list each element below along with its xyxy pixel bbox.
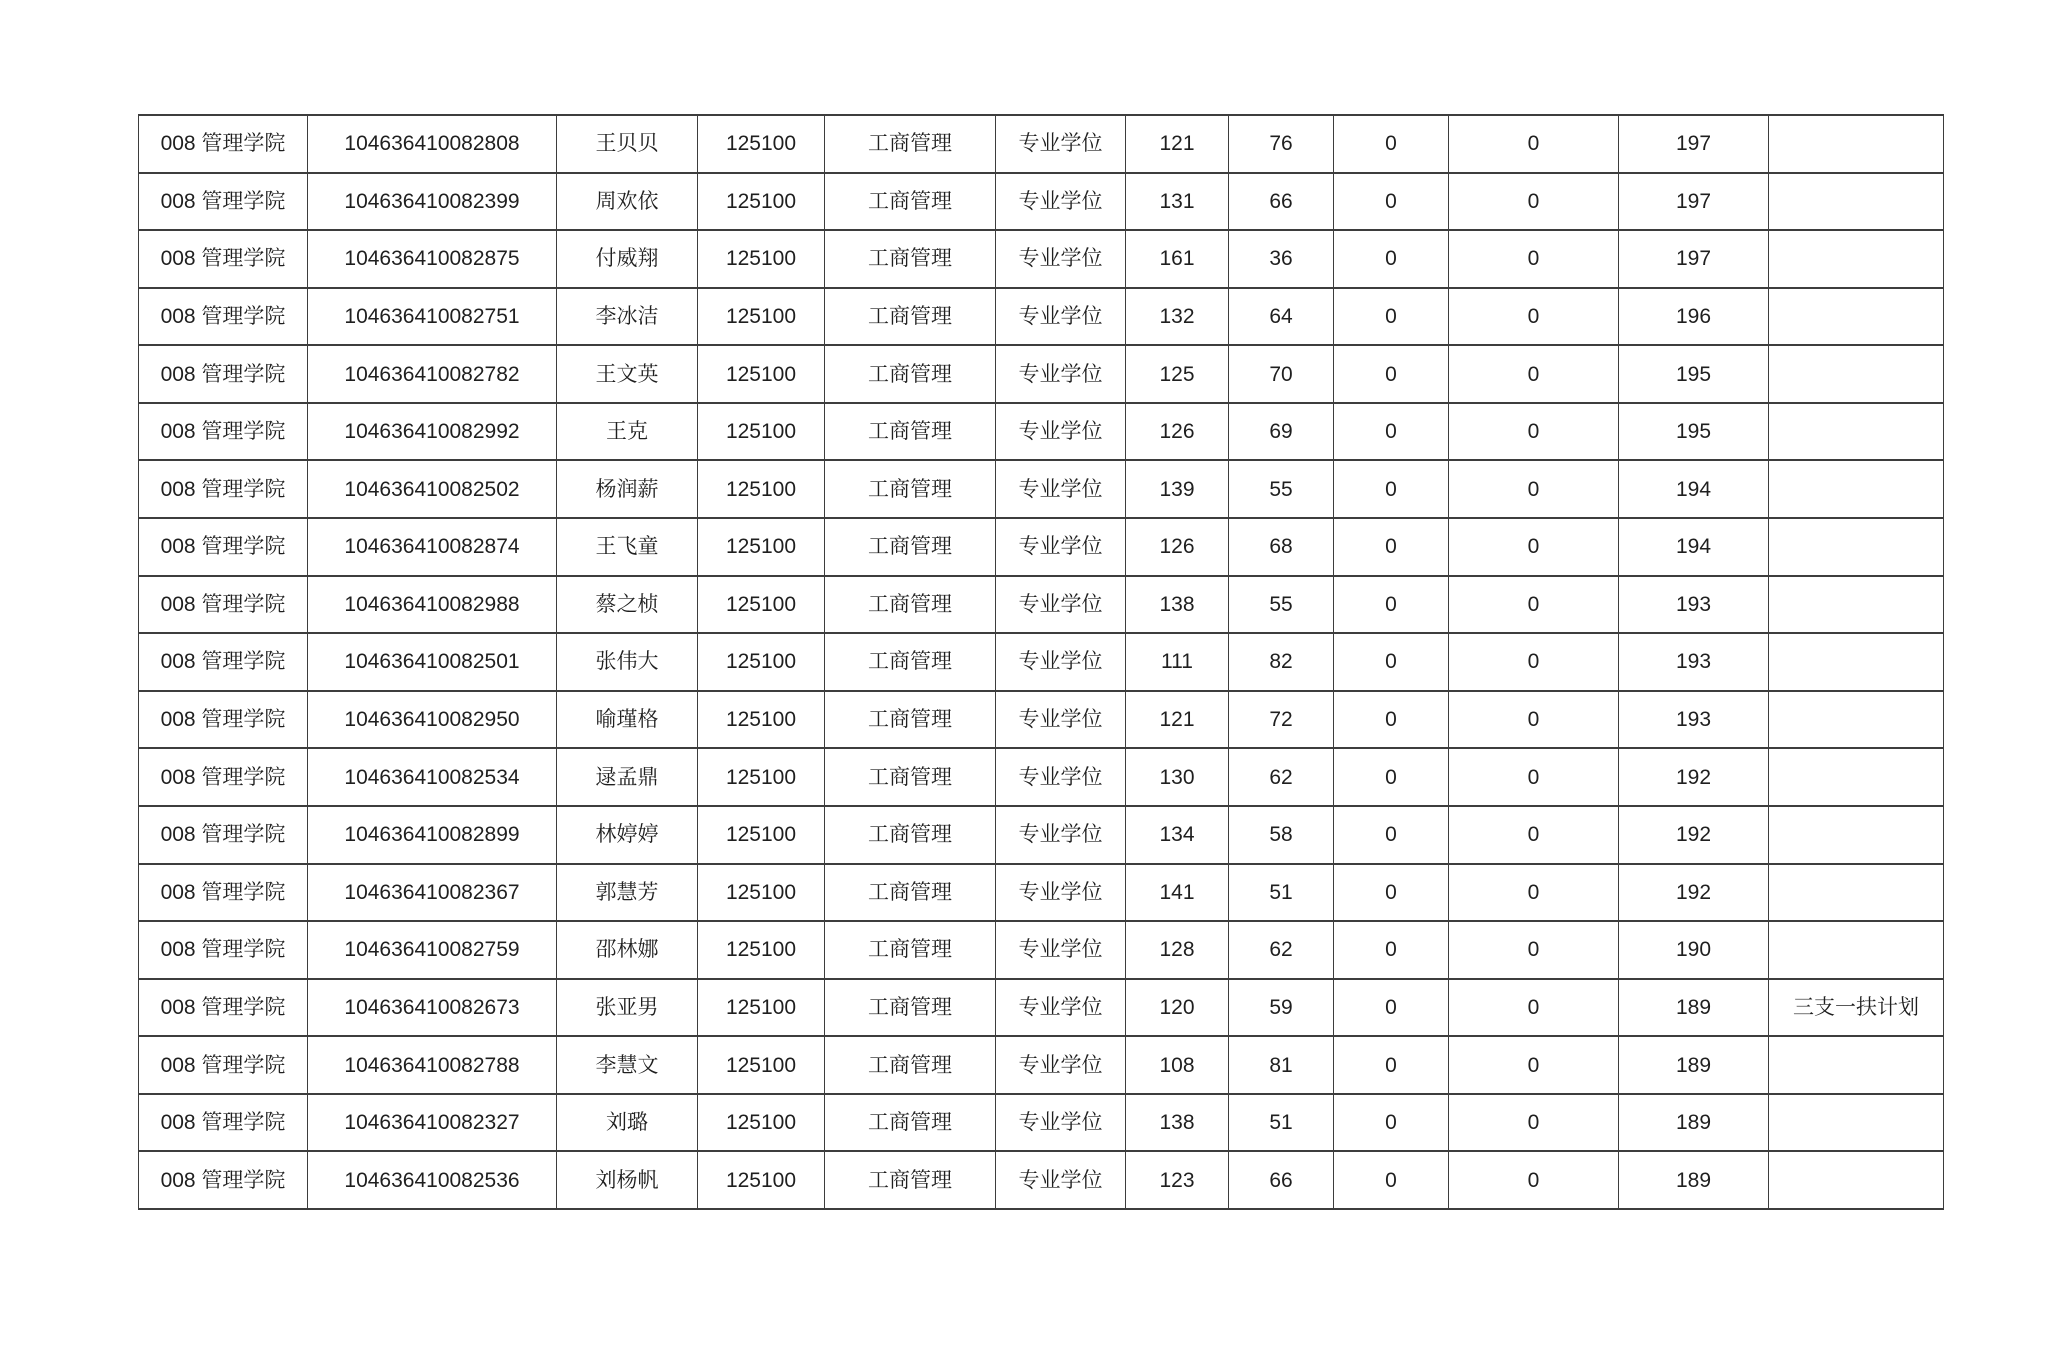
cell-score-4: 0 xyxy=(1449,691,1619,749)
cell-score-4: 0 xyxy=(1449,173,1619,231)
cell-total-score: 190 xyxy=(1619,921,1769,979)
cell-total-score: 195 xyxy=(1619,345,1769,403)
cell-score-1: 126 xyxy=(1126,403,1229,461)
cell-major-code: 125100 xyxy=(698,921,825,979)
cell-major-code: 125100 xyxy=(698,230,825,288)
cell-score-1: 141 xyxy=(1126,864,1229,922)
cell-major-code: 125100 xyxy=(698,1151,825,1209)
cell-department: 008 管理学院 xyxy=(139,864,308,922)
cell-department: 008 管理学院 xyxy=(139,345,308,403)
cell-score-2: 66 xyxy=(1229,173,1334,231)
cell-total-score: 189 xyxy=(1619,1094,1769,1152)
cell-score-3: 0 xyxy=(1334,403,1449,461)
cell-major-name: 工商管理 xyxy=(825,1151,996,1209)
cell-score-2: 55 xyxy=(1229,576,1334,634)
cell-score-1: 121 xyxy=(1126,115,1229,173)
cell-name: 邵林娜 xyxy=(557,921,698,979)
cell-score-2: 69 xyxy=(1229,403,1334,461)
cell-department: 008 管理学院 xyxy=(139,691,308,749)
cell-score-1: 161 xyxy=(1126,230,1229,288)
cell-degree-type: 专业学位 xyxy=(996,288,1126,346)
cell-score-2: 58 xyxy=(1229,806,1334,864)
table-row xyxy=(139,576,1944,634)
cell-name: 李慧文 xyxy=(557,1036,698,1094)
cell-department: 008 管理学院 xyxy=(139,230,308,288)
cell-total-score: 189 xyxy=(1619,1151,1769,1209)
cell-remark xyxy=(1769,1036,1944,1094)
cell-score-1: 134 xyxy=(1126,806,1229,864)
cell-degree-type: 专业学位 xyxy=(996,460,1126,518)
cell-major-name: 工商管理 xyxy=(825,979,996,1037)
cell-name: 付威翔 xyxy=(557,230,698,288)
cell-score-1: 120 xyxy=(1126,979,1229,1037)
cell-score-3: 0 xyxy=(1334,460,1449,518)
table-row xyxy=(139,691,1944,749)
cell-name: 张亚男 xyxy=(557,979,698,1037)
cell-candidate-id: 104636410082327 xyxy=(308,1094,557,1152)
cell-candidate-id: 104636410082759 xyxy=(308,921,557,979)
cell-total-score: 189 xyxy=(1619,1036,1769,1094)
cell-major-name: 工商管理 xyxy=(825,806,996,864)
cell-major-code: 125100 xyxy=(698,1036,825,1094)
cell-remark xyxy=(1769,345,1944,403)
cell-degree-type: 专业学位 xyxy=(996,748,1126,806)
table-row xyxy=(139,230,1944,288)
table-row xyxy=(139,518,1944,576)
cell-candidate-id: 104636410082751 xyxy=(308,288,557,346)
cell-score-3: 0 xyxy=(1334,864,1449,922)
cell-department: 008 管理学院 xyxy=(139,1151,308,1209)
cell-remark xyxy=(1769,691,1944,749)
cell-major-name: 工商管理 xyxy=(825,518,996,576)
cell-major-code: 125100 xyxy=(698,576,825,634)
cell-major-code: 125100 xyxy=(698,748,825,806)
cell-score-4: 0 xyxy=(1449,864,1619,922)
cell-candidate-id: 104636410082875 xyxy=(308,230,557,288)
cell-remark xyxy=(1769,115,1944,173)
cell-score-3: 0 xyxy=(1334,921,1449,979)
cell-remark xyxy=(1769,173,1944,231)
cell-remark xyxy=(1769,576,1944,634)
table-row xyxy=(139,1151,1944,1209)
cell-total-score: 197 xyxy=(1619,115,1769,173)
cell-name: 王飞童 xyxy=(557,518,698,576)
cell-total-score: 192 xyxy=(1619,864,1769,922)
cell-major-name: 工商管理 xyxy=(825,633,996,691)
cell-degree-type: 专业学位 xyxy=(996,921,1126,979)
cell-total-score: 189 xyxy=(1619,979,1769,1037)
cell-total-score: 194 xyxy=(1619,518,1769,576)
cell-name: 张伟大 xyxy=(557,633,698,691)
cell-department: 008 管理学院 xyxy=(139,806,308,864)
cell-score-4: 0 xyxy=(1449,230,1619,288)
cell-department: 008 管理学院 xyxy=(139,288,308,346)
cell-department: 008 管理学院 xyxy=(139,748,308,806)
score-table xyxy=(138,114,1944,1210)
cell-score-2: 59 xyxy=(1229,979,1334,1037)
cell-score-2: 64 xyxy=(1229,288,1334,346)
cell-candidate-id: 104636410082950 xyxy=(308,691,557,749)
cell-remark xyxy=(1769,864,1944,922)
cell-candidate-id: 104636410082534 xyxy=(308,748,557,806)
cell-remark xyxy=(1769,403,1944,461)
cell-major-code: 125100 xyxy=(698,806,825,864)
cell-total-score: 195 xyxy=(1619,403,1769,461)
cell-department: 008 管理学院 xyxy=(139,979,308,1037)
cell-remark xyxy=(1769,518,1944,576)
cell-score-3: 0 xyxy=(1334,345,1449,403)
table-row xyxy=(139,864,1944,922)
cell-remark xyxy=(1769,230,1944,288)
cell-name: 郭慧芳 xyxy=(557,864,698,922)
cell-candidate-id: 104636410082501 xyxy=(308,633,557,691)
table-row xyxy=(139,979,1944,1037)
cell-score-2: 68 xyxy=(1229,518,1334,576)
cell-score-4: 0 xyxy=(1449,921,1619,979)
cell-degree-type: 专业学位 xyxy=(996,806,1126,864)
cell-total-score: 192 xyxy=(1619,748,1769,806)
cell-degree-type: 专业学位 xyxy=(996,691,1126,749)
cell-major-code: 125100 xyxy=(698,518,825,576)
cell-candidate-id: 104636410082536 xyxy=(308,1151,557,1209)
cell-department: 008 管理学院 xyxy=(139,921,308,979)
cell-score-4: 0 xyxy=(1449,576,1619,634)
cell-major-name: 工商管理 xyxy=(825,921,996,979)
cell-score-2: 55 xyxy=(1229,460,1334,518)
cell-score-1: 108 xyxy=(1126,1036,1229,1094)
table-row xyxy=(139,403,1944,461)
cell-department: 008 管理学院 xyxy=(139,1094,308,1152)
cell-name: 王文英 xyxy=(557,345,698,403)
cell-remark xyxy=(1769,1094,1944,1152)
cell-score-1: 139 xyxy=(1126,460,1229,518)
cell-score-2: 51 xyxy=(1229,864,1334,922)
cell-score-1: 126 xyxy=(1126,518,1229,576)
cell-name: 逯孟鼎 xyxy=(557,748,698,806)
cell-score-3: 0 xyxy=(1334,230,1449,288)
cell-total-score: 192 xyxy=(1619,806,1769,864)
cell-score-4: 0 xyxy=(1449,460,1619,518)
table-row xyxy=(139,806,1944,864)
cell-score-3: 0 xyxy=(1334,288,1449,346)
cell-total-score: 196 xyxy=(1619,288,1769,346)
cell-score-3: 0 xyxy=(1334,518,1449,576)
cell-score-3: 0 xyxy=(1334,691,1449,749)
cell-major-name: 工商管理 xyxy=(825,1036,996,1094)
cell-candidate-id: 104636410082367 xyxy=(308,864,557,922)
cell-major-name: 工商管理 xyxy=(825,230,996,288)
cell-score-3: 0 xyxy=(1334,979,1449,1037)
cell-score-4: 0 xyxy=(1449,288,1619,346)
cell-degree-type: 专业学位 xyxy=(996,864,1126,922)
table-row xyxy=(139,288,1944,346)
cell-department: 008 管理学院 xyxy=(139,633,308,691)
cell-score-1: 138 xyxy=(1126,576,1229,634)
cell-score-4: 0 xyxy=(1449,345,1619,403)
cell-score-2: 70 xyxy=(1229,345,1334,403)
cell-degree-type: 专业学位 xyxy=(996,1094,1126,1152)
cell-score-1: 132 xyxy=(1126,288,1229,346)
cell-degree-type: 专业学位 xyxy=(996,230,1126,288)
cell-candidate-id: 104636410082399 xyxy=(308,173,557,231)
cell-major-code: 125100 xyxy=(698,979,825,1037)
cell-remark: 三支一扶计划 xyxy=(1769,979,1944,1037)
cell-score-3: 0 xyxy=(1334,748,1449,806)
cell-major-code: 125100 xyxy=(698,173,825,231)
cell-total-score: 194 xyxy=(1619,460,1769,518)
cell-score-4: 0 xyxy=(1449,115,1619,173)
cell-name: 王克 xyxy=(557,403,698,461)
cell-score-1: 123 xyxy=(1126,1151,1229,1209)
cell-remark xyxy=(1769,288,1944,346)
cell-score-3: 0 xyxy=(1334,576,1449,634)
cell-major-name: 工商管理 xyxy=(825,460,996,518)
cell-major-name: 工商管理 xyxy=(825,691,996,749)
cell-candidate-id: 104636410082988 xyxy=(308,576,557,634)
cell-score-3: 0 xyxy=(1334,115,1449,173)
cell-department: 008 管理学院 xyxy=(139,115,308,173)
cell-score-3: 0 xyxy=(1334,633,1449,691)
score-table-body xyxy=(139,115,1944,1209)
cell-major-name: 工商管理 xyxy=(825,345,996,403)
cell-score-1: 138 xyxy=(1126,1094,1229,1152)
cell-score-2: 62 xyxy=(1229,921,1334,979)
cell-total-score: 193 xyxy=(1619,576,1769,634)
table-row xyxy=(139,460,1944,518)
cell-degree-type: 专业学位 xyxy=(996,518,1126,576)
cell-score-4: 0 xyxy=(1449,1094,1619,1152)
cell-major-code: 125100 xyxy=(698,691,825,749)
cell-degree-type: 专业学位 xyxy=(996,1036,1126,1094)
cell-major-name: 工商管理 xyxy=(825,403,996,461)
cell-name: 刘璐 xyxy=(557,1094,698,1152)
cell-remark xyxy=(1769,806,1944,864)
cell-score-1: 130 xyxy=(1126,748,1229,806)
cell-major-name: 工商管理 xyxy=(825,576,996,634)
cell-candidate-id: 104636410082788 xyxy=(308,1036,557,1094)
cell-candidate-id: 104636410082808 xyxy=(308,115,557,173)
cell-candidate-id: 104636410082673 xyxy=(308,979,557,1037)
cell-remark xyxy=(1769,921,1944,979)
cell-score-4: 0 xyxy=(1449,633,1619,691)
cell-major-code: 125100 xyxy=(698,633,825,691)
table-row xyxy=(139,115,1944,173)
cell-candidate-id: 104636410082874 xyxy=(308,518,557,576)
table-row xyxy=(139,345,1944,403)
cell-score-4: 0 xyxy=(1449,518,1619,576)
cell-score-2: 76 xyxy=(1229,115,1334,173)
cell-major-name: 工商管理 xyxy=(825,864,996,922)
cell-score-4: 0 xyxy=(1449,1151,1619,1209)
cell-total-score: 197 xyxy=(1619,230,1769,288)
cell-score-2: 81 xyxy=(1229,1036,1334,1094)
cell-remark xyxy=(1769,1151,1944,1209)
cell-major-name: 工商管理 xyxy=(825,288,996,346)
cell-score-4: 0 xyxy=(1449,748,1619,806)
cell-major-code: 125100 xyxy=(698,460,825,518)
cell-score-1: 111 xyxy=(1126,633,1229,691)
cell-department: 008 管理学院 xyxy=(139,1036,308,1094)
cell-name: 喻瑾格 xyxy=(557,691,698,749)
cell-total-score: 193 xyxy=(1619,691,1769,749)
cell-score-4: 0 xyxy=(1449,1036,1619,1094)
cell-score-3: 0 xyxy=(1334,173,1449,231)
table-row xyxy=(139,1094,1944,1152)
cell-score-2: 36 xyxy=(1229,230,1334,288)
cell-total-score: 193 xyxy=(1619,633,1769,691)
cell-name: 王贝贝 xyxy=(557,115,698,173)
cell-score-2: 82 xyxy=(1229,633,1334,691)
cell-score-2: 51 xyxy=(1229,1094,1334,1152)
cell-candidate-id: 104636410082899 xyxy=(308,806,557,864)
cell-major-code: 125100 xyxy=(698,288,825,346)
cell-score-1: 121 xyxy=(1126,691,1229,749)
cell-degree-type: 专业学位 xyxy=(996,345,1126,403)
cell-score-2: 66 xyxy=(1229,1151,1334,1209)
cell-name: 蔡之桢 xyxy=(557,576,698,634)
cell-degree-type: 专业学位 xyxy=(996,979,1126,1037)
cell-name: 刘杨帆 xyxy=(557,1151,698,1209)
cell-remark xyxy=(1769,633,1944,691)
table-row xyxy=(139,748,1944,806)
table-row xyxy=(139,173,1944,231)
table-row xyxy=(139,633,1944,691)
cell-degree-type: 专业学位 xyxy=(996,403,1126,461)
cell-name: 杨润薪 xyxy=(557,460,698,518)
cell-remark xyxy=(1769,748,1944,806)
cell-score-1: 128 xyxy=(1126,921,1229,979)
cell-score-4: 0 xyxy=(1449,403,1619,461)
cell-degree-type: 专业学位 xyxy=(996,115,1126,173)
page xyxy=(138,114,1944,1210)
cell-score-1: 125 xyxy=(1126,345,1229,403)
table-row xyxy=(139,1036,1944,1094)
cell-degree-type: 专业学位 xyxy=(996,576,1126,634)
cell-score-3: 0 xyxy=(1334,1151,1449,1209)
cell-candidate-id: 104636410082502 xyxy=(308,460,557,518)
cell-major-name: 工商管理 xyxy=(825,173,996,231)
cell-department: 008 管理学院 xyxy=(139,576,308,634)
cell-department: 008 管理学院 xyxy=(139,460,308,518)
cell-score-3: 0 xyxy=(1334,1094,1449,1152)
table-row xyxy=(139,921,1944,979)
cell-total-score: 197 xyxy=(1619,173,1769,231)
cell-degree-type: 专业学位 xyxy=(996,633,1126,691)
cell-name: 周欢依 xyxy=(557,173,698,231)
cell-major-code: 125100 xyxy=(698,864,825,922)
cell-score-3: 0 xyxy=(1334,806,1449,864)
cell-score-2: 62 xyxy=(1229,748,1334,806)
cell-degree-type: 专业学位 xyxy=(996,173,1126,231)
cell-major-code: 125100 xyxy=(698,115,825,173)
cell-candidate-id: 104636410082782 xyxy=(308,345,557,403)
cell-degree-type: 专业学位 xyxy=(996,1151,1126,1209)
cell-major-code: 125100 xyxy=(698,403,825,461)
cell-department: 008 管理学院 xyxy=(139,173,308,231)
cell-name: 李冰洁 xyxy=(557,288,698,346)
cell-department: 008 管理学院 xyxy=(139,403,308,461)
cell-remark xyxy=(1769,460,1944,518)
cell-major-name: 工商管理 xyxy=(825,748,996,806)
cell-score-4: 0 xyxy=(1449,806,1619,864)
cell-major-code: 125100 xyxy=(698,1094,825,1152)
cell-score-2: 72 xyxy=(1229,691,1334,749)
cell-major-name: 工商管理 xyxy=(825,115,996,173)
cell-major-name: 工商管理 xyxy=(825,1094,996,1152)
cell-score-3: 0 xyxy=(1334,1036,1449,1094)
cell-candidate-id: 104636410082992 xyxy=(308,403,557,461)
cell-department: 008 管理学院 xyxy=(139,518,308,576)
cell-score-4: 0 xyxy=(1449,979,1619,1037)
cell-score-1: 131 xyxy=(1126,173,1229,231)
cell-name: 林婷婷 xyxy=(557,806,698,864)
cell-major-code: 125100 xyxy=(698,345,825,403)
